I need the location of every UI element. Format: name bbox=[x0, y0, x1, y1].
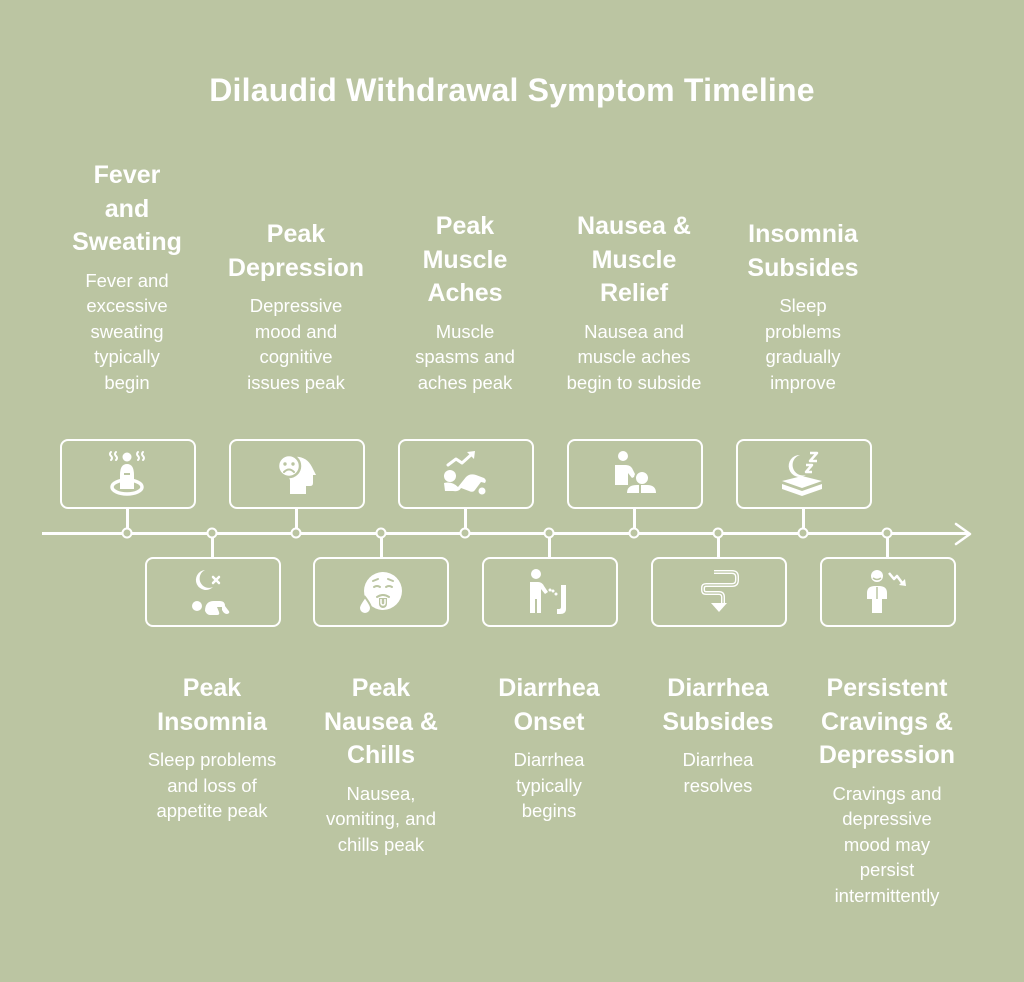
event-icon-box bbox=[736, 439, 872, 509]
event-description: Sleep problems and loss of appetite peak bbox=[147, 749, 277, 821]
timeline-node bbox=[207, 528, 218, 539]
event-heading: Insomnia Subsides bbox=[747, 220, 859, 282]
event-description: Muscle spasms and aches peak bbox=[415, 320, 515, 393]
event-icon-box bbox=[651, 557, 787, 627]
timeline-node bbox=[122, 528, 133, 539]
muscle-ache-icon bbox=[440, 449, 492, 499]
care-relief-icon bbox=[610, 449, 660, 499]
nauseous-face-icon bbox=[356, 567, 406, 617]
diagram-title: Dilaudid Withdrawal Symptom Timeline bbox=[209, 72, 815, 108]
event-description: Diarrhea resolves bbox=[682, 749, 754, 796]
event-heading: Peak Insomnia bbox=[157, 674, 267, 736]
event-icon-box bbox=[60, 439, 196, 509]
event-heading: Diarrhea Subsides bbox=[662, 674, 774, 736]
timeline-node bbox=[460, 528, 471, 539]
event-description: Diarrhea typically begins bbox=[513, 749, 585, 821]
event-heading: Peak Depression bbox=[227, 220, 365, 282]
timeline-axis bbox=[42, 532, 968, 535]
event-persistent-cravings-depression bbox=[802, 672, 972, 908]
timeline-node bbox=[882, 528, 893, 539]
event-icon-box bbox=[313, 557, 449, 627]
event-peak-nausea-chills bbox=[296, 672, 466, 857]
timeline-node bbox=[629, 528, 640, 539]
arrow-head-icon bbox=[952, 521, 974, 547]
timeline-node bbox=[798, 528, 809, 539]
event-nausea-muscle-relief bbox=[549, 210, 719, 395]
event-description: Cravings and depressive mood may persist intermittently bbox=[832, 782, 942, 906]
event-description: Fever and excessive sweating typically begin bbox=[85, 269, 169, 393]
event-insomnia-subsides bbox=[718, 218, 888, 395]
timeline-node bbox=[544, 528, 555, 539]
event-heading: Diarrhea Onset bbox=[498, 674, 600, 736]
event-heading: Persistent Cravings & Depression bbox=[818, 674, 956, 769]
toilet-person-icon bbox=[525, 567, 575, 617]
event-heading: Nausea & Muscle Relief bbox=[577, 212, 691, 307]
event-heading: Peak Nausea & Chills bbox=[324, 674, 438, 769]
fever-sweating-icon bbox=[103, 449, 153, 499]
event-heading: Fever and Sweating bbox=[72, 161, 182, 256]
event-fever-sweating bbox=[42, 159, 212, 395]
event-icon-box bbox=[229, 439, 365, 509]
event-icon-box bbox=[820, 557, 956, 627]
event-icon-box bbox=[567, 439, 703, 509]
event-description: Nausea, vomiting, and chills peak bbox=[325, 782, 437, 855]
event-peak-insomnia bbox=[127, 672, 297, 824]
intestine-down-icon bbox=[694, 567, 744, 617]
event-peak-depression bbox=[211, 218, 381, 395]
event-diarrhea-subsides bbox=[633, 672, 803, 798]
event-description: Sleep problems gradually improve bbox=[764, 295, 842, 393]
event-icon-box bbox=[145, 557, 281, 627]
event-heading: Peak Muscle Aches bbox=[422, 212, 508, 307]
event-description: Depressive mood and cognitive issues peak bbox=[247, 295, 345, 393]
insomnia-icon bbox=[188, 567, 238, 617]
depression-head-icon bbox=[272, 449, 322, 499]
person-decline-icon bbox=[863, 567, 913, 617]
event-icon-box bbox=[482, 557, 618, 627]
timeline-node bbox=[713, 528, 724, 539]
event-peak-muscle-aches bbox=[380, 210, 550, 395]
timeline-node bbox=[291, 528, 302, 539]
event-description: Nausea and muscle aches begin to subside bbox=[566, 320, 702, 393]
event-diarrhea-onset bbox=[464, 672, 634, 824]
sleep-bed-icon bbox=[778, 449, 830, 499]
event-icon-box bbox=[398, 439, 534, 509]
timeline-node bbox=[376, 528, 387, 539]
